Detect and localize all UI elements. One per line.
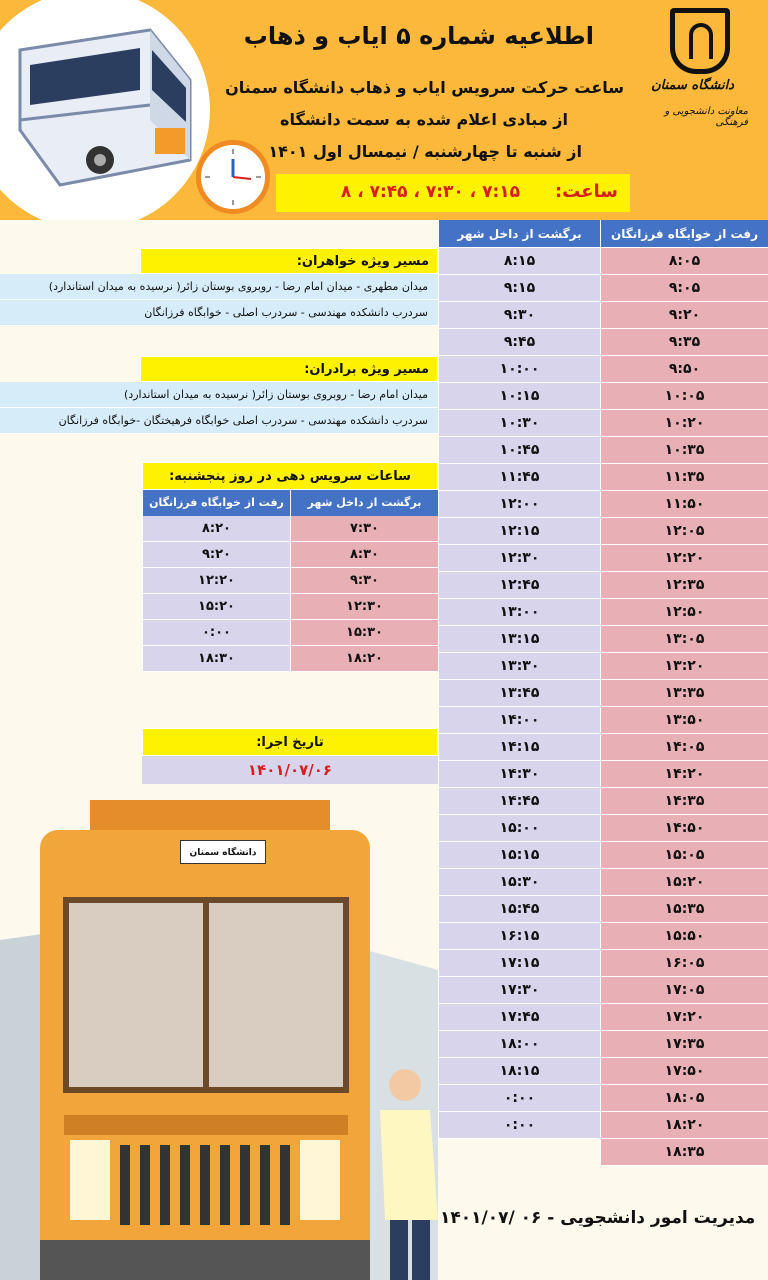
return-time-cell: ۱۷:۴۵	[438, 1004, 600, 1031]
bus-sign: دانشگاه سمنان	[180, 840, 266, 864]
depart-time-cell: ۱۰:۳۵	[600, 437, 768, 464]
brothers-route-line: میدان امام رضا - روبروی بوستان زائر( نرسیده به میدان استاندارد)	[0, 382, 438, 408]
return-time-cell: ۰:۰۰	[438, 1085, 600, 1112]
sisters-route	[0, 248, 438, 326]
depart-time-cell: ۱۴:۲۰	[600, 761, 768, 788]
thursday-row	[142, 594, 438, 620]
return-time-cell: ۱۳:۰۰	[438, 599, 600, 626]
depart-time-cell: ۱۲:۵۰	[600, 599, 768, 626]
brothers-route	[0, 356, 438, 434]
return-time-cell: ۱۷:۱۵	[438, 950, 600, 977]
depart-time-cell: ۸:۰۵	[600, 248, 768, 275]
thursday-depart-header: رفت از خوابگاه فرزانگان	[142, 490, 290, 516]
thursday-return-cell: ۱۵:۳۰	[290, 620, 438, 646]
thursday-depart-cell: ۱۵:۲۰	[142, 594, 290, 620]
return-time-cell: ۱۲:۱۵	[438, 518, 600, 545]
return-time-cell: ۹:۴۵	[438, 329, 600, 356]
depart-time-cell: ۱۲:۲۰	[600, 545, 768, 572]
depart-time-cell: ۹:۰۵	[600, 275, 768, 302]
depart-time-cell: ۱۵:۵۰	[600, 923, 768, 950]
footer-text: مدیریت امور دانشجویی - ۰۶ /۱۴۰۱/۰۷	[440, 1208, 756, 1228]
return-time-cell: ۱۸:۰۰	[438, 1031, 600, 1058]
depart-time-cell: ۹:۳۵	[600, 329, 768, 356]
return-time-cell: ۱۲:۳۰	[438, 545, 600, 572]
return-time-cell: ۰:۰۰	[438, 1112, 600, 1139]
return-time-cell: ۱۳:۳۰	[438, 653, 600, 680]
return-time-cell: ۱۴:۳۰	[438, 761, 600, 788]
thursday-title: ساعات سرویس دهی در روز پنجشنبه:	[142, 462, 438, 490]
return-time-cell: ۱۳:۱۵	[438, 626, 600, 653]
depart-column	[600, 220, 768, 1166]
hours-values: ۷:۱۵ ، ۷:۳۰ ، ۷:۴۵ ، ۸	[340, 182, 520, 202]
depart-time-cell: ۱۳:۲۰	[600, 653, 768, 680]
depart-time-cell: ۱۸:۲۰	[600, 1112, 768, 1139]
effective-date-label: تاریخ اجرا:	[142, 728, 438, 756]
return-time-cell: ۱۰:۳۰	[438, 410, 600, 437]
depart-time-cell: ۱۷:۳۵	[600, 1031, 768, 1058]
depart-time-cell: ۱۳:۳۵	[600, 680, 768, 707]
return-column-header: برگشت از داخل شهر	[438, 220, 600, 248]
thursday-row	[142, 620, 438, 646]
return-time-cell: ۱۵:۳۰	[438, 869, 600, 896]
university-logo	[634, 8, 754, 126]
page-title: اطلاعیه شماره ۵ ایاب و ذهاب	[243, 22, 594, 50]
return-time-cell: ۱۵:۰۰	[438, 815, 600, 842]
depart-time-cell: ۱۵:۳۵	[600, 896, 768, 923]
depart-time-cell: ۱۷:۰۵	[600, 977, 768, 1004]
header	[0, 0, 768, 220]
thursday-row	[142, 516, 438, 542]
depart-time-cell: ۱۶:۰۵	[600, 950, 768, 977]
depart-time-cell: ۱۸:۳۵	[600, 1139, 768, 1166]
thursday-return-cell: ۸:۳۰	[290, 542, 438, 568]
depart-time-cell: ۱۰:۰۵	[600, 383, 768, 410]
return-time-cell: ۱۶:۱۵	[438, 923, 600, 950]
logo-subtitle: معاونت دانشجویی و فرهنگی	[664, 106, 748, 128]
return-column	[438, 220, 600, 1139]
return-time-cell: ۱۴:۰۰	[438, 707, 600, 734]
thursday-depart-cell: ۱۲:۲۰	[142, 568, 290, 594]
return-time-cell: ۱۸:۱۵	[438, 1058, 600, 1085]
thursday-depart-cell: ۸:۲۰	[142, 516, 290, 542]
brothers-route-title: مسیر ویژه برادران:	[140, 356, 438, 382]
thursday-return-cell: ۱۸:۲۰	[290, 646, 438, 672]
depart-time-cell: ۹:۵۰	[600, 356, 768, 383]
schedule-panel	[0, 220, 768, 1280]
return-time-cell: ۹:۱۵	[438, 275, 600, 302]
subtitle-line-2: از مبادی اعلام شده به سمت دانشگاه	[280, 110, 568, 129]
depart-time-cell: ۹:۲۰	[600, 302, 768, 329]
depart-time-cell: ۱۴:۳۵	[600, 788, 768, 815]
thursday-depart-cell: ۰:۰۰	[142, 620, 290, 646]
depart-column-header: رفت از خوابگاه فرزانگان	[600, 220, 768, 248]
effective-date-box	[142, 728, 438, 784]
bus-icon	[0, 10, 210, 190]
thursday-rows	[142, 516, 438, 672]
depart-time-cell: ۱۵:۲۰	[600, 869, 768, 896]
thursday-return-cell: ۹:۳۰	[290, 568, 438, 594]
depart-time-cell: ۱۷:۵۰	[600, 1058, 768, 1085]
depart-time-cell: ۱۱:۵۰	[600, 491, 768, 518]
clock-icon	[196, 140, 270, 214]
thursday-return-header: برگشت از داخل شهر	[290, 490, 438, 516]
return-time-cell: ۱۳:۴۵	[438, 680, 600, 707]
depart-time-cell: ۱۲:۰۵	[600, 518, 768, 545]
subtitle-line-3: از شنبه تا چهارشنبه / نیمسال اول ۱۴۰۱	[268, 142, 582, 161]
thursday-header-row	[142, 490, 438, 516]
return-time-cell: ۱۵:۱۵	[438, 842, 600, 869]
thursday-return-cell: ۷:۳۰	[290, 516, 438, 542]
return-time-cell: ۱۰:۴۵	[438, 437, 600, 464]
depart-time-cell: ۱۸:۰۵	[600, 1085, 768, 1112]
return-time-cell: ۱۴:۴۵	[438, 788, 600, 815]
depart-time-cell: ۱۷:۲۰	[600, 1004, 768, 1031]
thursday-row	[142, 568, 438, 594]
sisters-route-line: میدان مطهری - میدان امام رضا - روبروی بوستان زائر( نرسیده به میدان استاندارد)	[0, 274, 438, 300]
sisters-route-line: سردرب دانشکده مهندسی - سردرب اصلی - خوابگاه فرزانگان	[0, 300, 438, 326]
depart-time-cell: ۱۱:۳۵	[600, 464, 768, 491]
depart-time-cell: ۱۵:۰۵	[600, 842, 768, 869]
sisters-route-title: مسیر ویژه خواهران:	[140, 248, 438, 274]
return-time-cell: ۱۷:۳۰	[438, 977, 600, 1004]
hours-label: ساعت:	[554, 181, 618, 202]
return-time-cell: ۱۲:۴۵	[438, 572, 600, 599]
return-time-cell: ۸:۱۵	[438, 248, 600, 275]
depart-time-cell: ۱۴:۵۰	[600, 815, 768, 842]
depart-time-cell: ۱۳:۰۵	[600, 626, 768, 653]
return-time-cell: ۱۰:۰۰	[438, 356, 600, 383]
return-time-cell: ۱۱:۴۵	[438, 464, 600, 491]
logo-name: دانشگاه سمنان	[651, 78, 734, 93]
thursday-depart-cell: ۱۸:۳۰	[142, 646, 290, 672]
thursday-row	[142, 542, 438, 568]
effective-date-value: ۱۴۰۱/۰۷/۰۶	[142, 756, 438, 784]
logo-shield-icon	[670, 8, 730, 74]
thursday-return-cell: ۱۲:۳۰	[290, 594, 438, 620]
subtitle-line-1: ساعت حرکت سرویس ایاب و ذهاب دانشگاه سمنان	[225, 78, 624, 97]
return-time-cell: ۱۰:۱۵	[438, 383, 600, 410]
return-time-cell: ۱۴:۱۵	[438, 734, 600, 761]
depart-time-cell: ۱۲:۳۵	[600, 572, 768, 599]
depart-time-cell: ۱۳:۵۰	[600, 707, 768, 734]
return-time-cell: ۱۵:۴۵	[438, 896, 600, 923]
return-time-cell: ۹:۳۰	[438, 302, 600, 329]
depart-time-cell: ۱۰:۲۰	[600, 410, 768, 437]
thursday-depart-cell: ۹:۲۰	[142, 542, 290, 568]
thursday-row	[142, 646, 438, 672]
brothers-route-line: سردرب دانشکده مهندسی - سردرب اصلی خوابگاه فرهیختگان -خوابگاه فرزانگان	[0, 408, 438, 434]
return-time-cell: ۱۲:۰۰	[438, 491, 600, 518]
start-hours-box	[276, 174, 630, 212]
depart-time-cell: ۱۴:۰۵	[600, 734, 768, 761]
thursday-table	[142, 462, 438, 672]
